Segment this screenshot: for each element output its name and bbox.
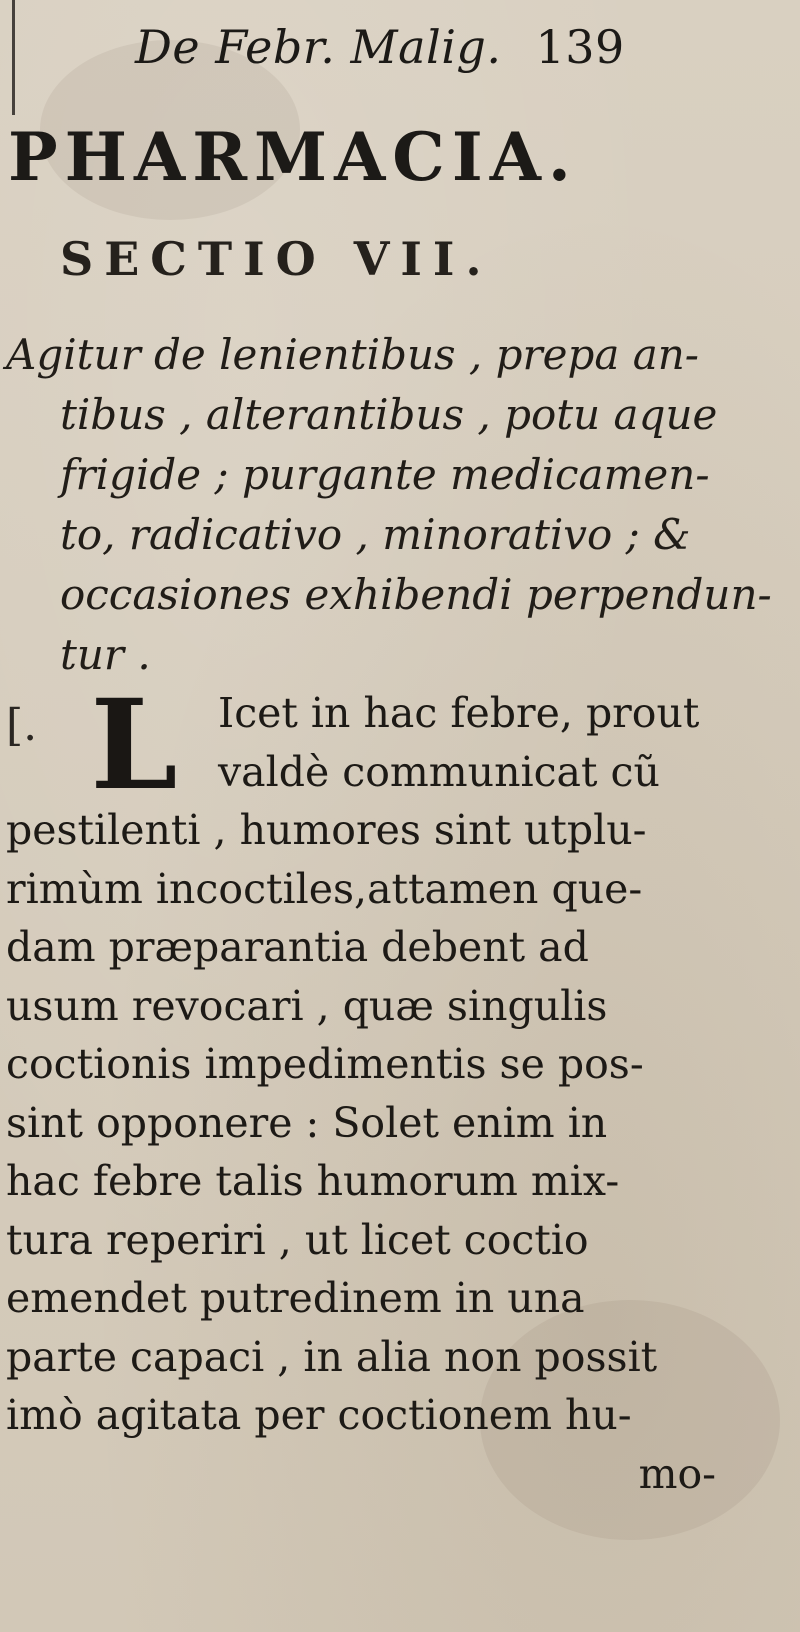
- section-heading: SECTIO VII.: [60, 232, 493, 286]
- body-line: rimùm incoctiles,attamen que-: [6, 864, 643, 913]
- body-line: pestilenti , humores sint utplu-: [6, 806, 647, 854]
- body-line: parte capaci , in alia non possit: [6, 1332, 658, 1381]
- margin-mark: [.: [6, 700, 38, 751]
- body-line: valdè communicat cũ: [218, 747, 660, 796]
- body-line: tura reperiri , ut licet coctio: [6, 1215, 589, 1264]
- gutter-rule: [12, 0, 15, 115]
- summary-line: frigide ; purgante medicamen-: [60, 450, 710, 499]
- body-line: dam præparantia debent ad: [6, 923, 589, 971]
- body-line: coctionis impedimentis se pos-: [6, 1040, 644, 1088]
- summary-line: Agitur de lenientibus , prepa an-: [6, 330, 699, 379]
- section-summary: [6, 325, 772, 685]
- summary-line: to, radicativo , minorativo ; &: [60, 510, 691, 559]
- body-text: [6, 673, 786, 1503]
- body-line: sint opponere : Solet enim in: [6, 1098, 608, 1147]
- running-head: [135, 20, 695, 74]
- chapter-title: PHARMACIA.: [8, 118, 578, 196]
- summary-line: tur .: [60, 630, 151, 679]
- summary-line: tibus , alterantibus , potu aque: [60, 390, 718, 439]
- body-line: imò agitata per coctionem hu-: [6, 1391, 632, 1439]
- body-line: usum revocari , quæ singulis: [6, 981, 608, 1030]
- catchword: mo-: [638, 1449, 716, 1498]
- drop-cap: L: [90, 673, 178, 818]
- running-head-title: De Febr. Malig.: [135, 20, 502, 74]
- body-line: Icet in hac febre, prout: [218, 689, 700, 737]
- body-line: hac febre talis humorum mix-: [6, 1157, 620, 1205]
- body-line: emendet putredinem in una: [6, 1274, 585, 1322]
- page-number: 139: [535, 20, 625, 74]
- summary-line: occasiones exhibendi perpendun-: [60, 570, 772, 619]
